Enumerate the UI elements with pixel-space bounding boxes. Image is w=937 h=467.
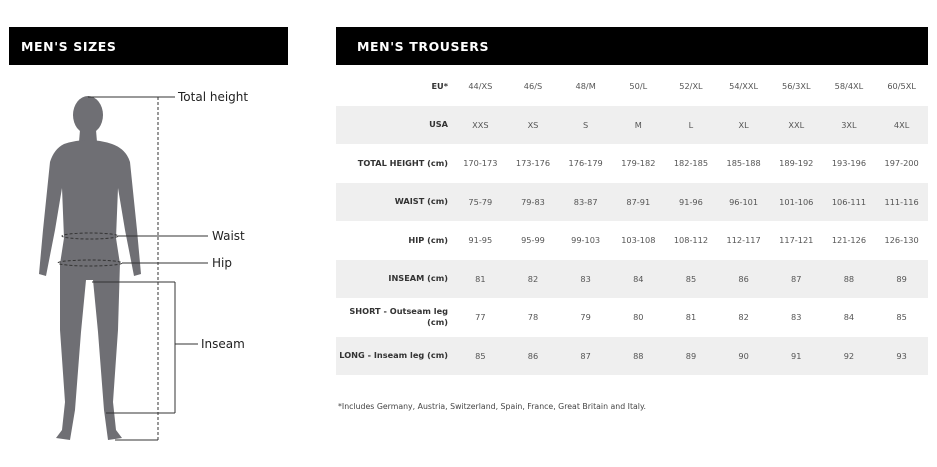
table-cell: 87-91 <box>626 196 651 207</box>
table-row <box>336 298 928 337</box>
table-cell: 173-176 <box>515 158 551 169</box>
table-cell: 87 <box>791 273 802 284</box>
table-row <box>336 260 928 299</box>
body-measurement-figure <box>0 70 330 450</box>
table-cell: 83-87 <box>573 196 598 207</box>
waist-label: Waist <box>212 229 245 243</box>
mens-sizes-title: MEN'S SIZES <box>21 38 117 54</box>
table-row <box>336 67 928 106</box>
table-cell: 111-116 <box>884 196 919 207</box>
table-cell: 4XL <box>893 119 910 130</box>
body-silhouette-icon <box>0 70 330 450</box>
table-cell: 108-112 <box>673 235 709 246</box>
table-row <box>336 221 928 260</box>
table-cell: 78 <box>527 312 539 323</box>
inseam-label: Inseam <box>201 337 245 351</box>
table-cell: XL <box>738 119 749 130</box>
table-row <box>336 183 928 222</box>
table-cell: 170-173 <box>463 158 498 169</box>
table-cell: 179-182 <box>621 158 656 169</box>
mens-trousers-header <box>336 27 928 65</box>
table-cell: 126-130 <box>884 235 919 246</box>
table-cell: 54/XXL <box>729 81 759 92</box>
table-cell: 83 <box>791 312 802 323</box>
table-cell: 89 <box>896 273 907 284</box>
table-cell: 117-121 <box>779 235 814 246</box>
table-cell: 81 <box>685 312 697 323</box>
table-cell: 81 <box>475 273 486 284</box>
table-cell: 60/5XL <box>887 81 916 92</box>
table-cell: 112-117 <box>726 235 761 246</box>
row-label: TOTAL HEIGHT (cm) <box>357 157 448 168</box>
total-height-label: Total height <box>178 90 249 104</box>
table-cell: 197-200 <box>884 158 919 169</box>
table-cell: 3XL <box>841 119 857 130</box>
table-cell: 189-192 <box>779 158 814 169</box>
table-cell: 89 <box>685 350 697 361</box>
row-label: SHORT - Outseam leg (cm) <box>349 306 448 328</box>
table-cell: 91-95 <box>468 235 493 246</box>
table-cell: 82 <box>527 273 539 284</box>
table-cell: XS <box>527 119 539 130</box>
table-cell: 96-101 <box>729 196 759 207</box>
row-label: WAIST (cm) <box>394 196 448 207</box>
mens-sizes-header <box>9 27 288 65</box>
table-row <box>336 144 928 183</box>
table-cell: 93 <box>896 350 907 361</box>
table-cell: 84 <box>843 312 855 323</box>
table-cell: 193-196 <box>831 158 867 169</box>
table-cell: 85 <box>896 312 907 323</box>
table-cell: 79 <box>580 312 591 323</box>
table-cell: 121-126 <box>831 235 867 246</box>
table-cell: 79-83 <box>521 196 545 207</box>
table-cell: 185-188 <box>726 158 761 169</box>
table-cell: 44/XS <box>468 81 493 92</box>
table-cell: 86 <box>527 350 539 361</box>
table-cell: 77 <box>475 312 486 323</box>
table-cell: 103-108 <box>621 235 656 246</box>
table-cell: 84 <box>633 273 644 284</box>
table-cell: 86 <box>738 273 749 284</box>
table-cell: 82 <box>738 312 749 323</box>
size-table <box>336 67 928 375</box>
table-cell: 56/3XL <box>781 81 811 92</box>
table-cell: 85 <box>475 350 486 361</box>
row-label: USA <box>429 119 448 130</box>
table-row <box>336 106 928 145</box>
table-cell: 91 <box>791 350 802 361</box>
row-label: LONG - Inseam leg (cm) <box>339 350 448 361</box>
hip-label: Hip <box>212 256 232 270</box>
table-cell: 87 <box>580 350 591 361</box>
row-label: HIP (cm) <box>408 234 448 245</box>
table-cell: 182-185 <box>673 158 709 169</box>
table-cell: 92 <box>843 350 855 361</box>
table-cell: 50/L <box>629 81 648 92</box>
table-cell: 90 <box>738 350 749 361</box>
table-cell: 83 <box>580 273 591 284</box>
table-cell: 52/XL <box>679 81 703 92</box>
table-cell: 58/4XL <box>834 81 864 92</box>
table-cell: XXS <box>472 119 489 130</box>
table-cell: 88 <box>843 273 855 284</box>
table-cell: 46/S <box>523 81 543 92</box>
row-label: EU* <box>431 80 448 91</box>
footnote: *Includes Germany, Austria, Switzerland, Spain, France, Great Britain and Italy. <box>338 402 646 411</box>
table-cell: 176-179 <box>568 158 603 169</box>
row-label: INSEAM (cm) <box>388 273 448 284</box>
table-row <box>336 337 928 376</box>
table-cell: 75-79 <box>468 196 493 207</box>
table-cell: 95-99 <box>521 235 545 246</box>
table-cell: 80 <box>633 312 644 323</box>
table-cell: 91-96 <box>679 196 703 207</box>
table-cell: S <box>583 119 589 130</box>
table-cell: 88 <box>633 350 644 361</box>
table-cell: 99-103 <box>571 235 601 246</box>
table-cell: XXL <box>788 119 805 130</box>
table-cell: M <box>634 119 642 130</box>
table-cell: 48/M <box>575 81 596 92</box>
mens-trousers-title: MEN'S TROUSERS <box>357 38 490 54</box>
table-cell: 101-106 <box>779 196 814 207</box>
table-cell: L <box>688 119 694 130</box>
table-cell: 106-111 <box>831 196 867 207</box>
table-cell: 85 <box>685 273 697 284</box>
